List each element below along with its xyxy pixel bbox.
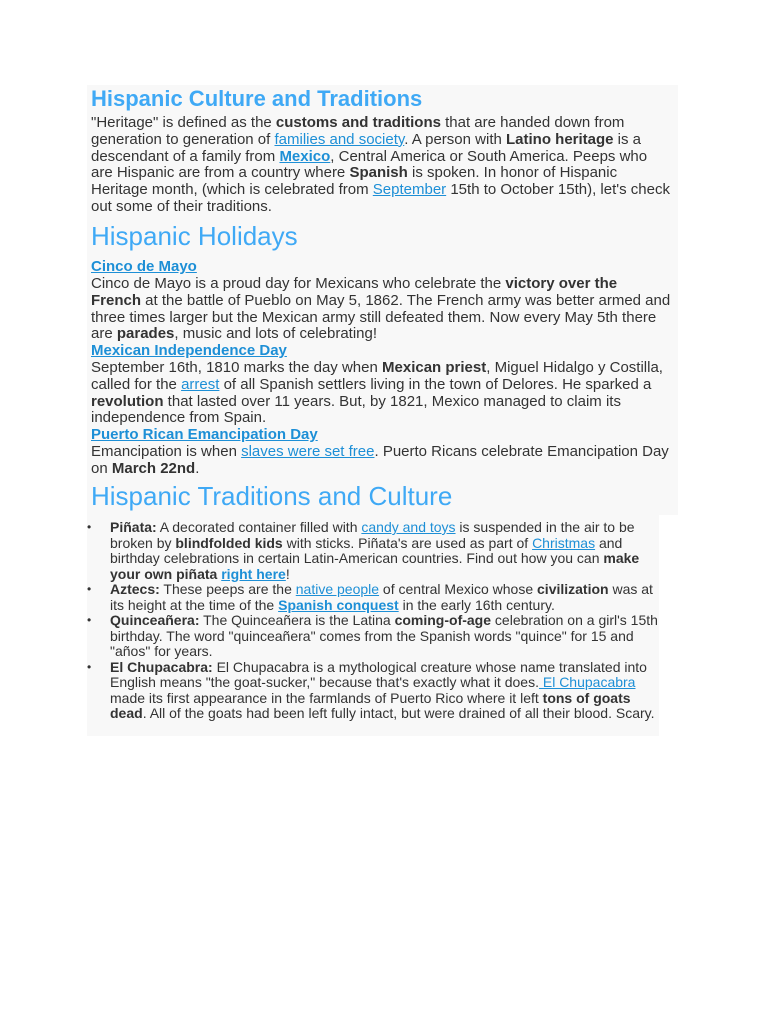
text: These peeps are the [159,581,296,597]
text: that lasted over 11 years. But, by 1821, Mexico managed to claim its independence from Spain. [91,392,621,427]
bold-text: March 22nd [111,459,196,477]
emancipation-paragraph [91,444,671,478]
bullet-icon: • [87,582,92,596]
page-title: Hispanic Culture and Traditions [91,86,423,111]
bold-text: victory over the French [91,275,618,309]
bold-text: make your own piñata [110,550,640,582]
list-item-quinceanera [87,612,658,660]
text: is suspended in the air to be broken by [110,519,635,551]
text: . A person with [404,130,506,148]
text: A decorated container filled with [156,519,362,535]
bold-text: Spanish [349,164,408,182]
list-item-pinata [87,519,658,582]
link-arrest[interactable]: arrest [181,375,220,393]
cinco-de-mayo-link[interactable]: Cinco de Mayo [91,258,197,275]
bold-text: parades [116,325,175,343]
text: of central Mexico whose [379,581,538,597]
text: and birthday celebrations in certain Latin-American countries. Find out how you can [110,534,623,566]
bold-text: blindfolded kids [175,534,283,551]
link-native-people[interactable]: native people [295,581,380,597]
text: , music and lots of celebrating! [174,325,378,343]
bullet-icon: • [87,520,92,534]
text: was at its height at the time of the [110,581,653,613]
intro-paragraph [91,115,671,216]
holidays-heading: Hispanic Holidays [91,221,298,251]
text: Cinco de Mayo is a proud day for Mexicans who celebrate the [91,275,506,292]
text: of all Spanish settlers living in the town of Delores. He sparked a [219,375,652,393]
bold-text: tons of goats dead [110,689,631,721]
independence-paragraph [91,360,671,427]
link-slaves-were-set-free[interactable]: slaves were set free [241,443,375,460]
bullet-icon: • [87,659,92,674]
link-el-chupacabra[interactable]: El Chupacabra [538,674,636,690]
list-item-aztecs [87,581,658,613]
text: 15th to October 15th), let's check out some of their traditions. [91,181,670,215]
text: that are handed down from generation to generation of [91,114,625,148]
item-label: Piñata: [110,519,157,535]
list-item-chupacabra [87,658,658,722]
text: , Central America or South America. Peeps who are Hispanic are from a country where [91,147,648,182]
link-families-and-society[interactable]: families and society [274,130,405,148]
puerto-rican-emancipation-day-link[interactable]: Puerto Rican Emancipation Day [91,426,318,443]
cinco-de-mayo-paragraph [91,276,671,343]
text: with sticks. Piñata's are used as part of [282,534,533,551]
text: Emancipation is when [91,443,242,460]
bold-text: customs and traditions [275,114,441,131]
text: . [195,459,200,477]
text: . Puerto Ricans celebrate Emancipation Day on [91,443,669,477]
link-christmas[interactable]: Christmas [532,534,596,551]
text: is a descendant of a family from [91,130,642,165]
link-spanish-conquest[interactable]: Spanish conquest [278,596,399,613]
item-label: Quinceañera: [110,612,200,628]
bold-text: revolution [91,392,164,410]
link-candy-and-toys[interactable]: candy and toys [361,519,456,535]
text: ! [285,565,290,582]
mexican-independence-day-link[interactable]: Mexican Independence Day [91,342,287,359]
bold-text: civilization [537,581,609,597]
bold-text: Mexican priest [382,359,487,376]
bold-text: coming-of-age [394,612,492,628]
text: in the early 16th century. [398,596,555,613]
text: , Miguel Hidalgo y Costilla, called for the [91,359,663,393]
traditions-list [87,519,658,722]
item-label: Aztecs: [110,581,160,597]
text: El Chupacabra is a mythological creature whose name translated into English means "the goat-sucker," because that's exactly what it does. [110,658,647,690]
text: September 16th, 1810 marks the day when [91,359,383,376]
text: at the battle of Pueblo on May 5, 1862. The French army was better armed and three times larger but the Mexican army still defeated them. Now every May 5th there are [91,291,671,343]
text: made its first appearance in the farmlands of Puerto Rico where it left [110,689,543,706]
text: is spoken. In honor of Hispanic Heritage month, (which is celebrated from [91,164,618,199]
link-september[interactable]: September [372,181,447,199]
text: The Quinceañera is the Latina [199,612,395,628]
traditions-heading: Hispanic Traditions and Culture [91,481,453,511]
bold-text: Latino heritage [506,130,614,148]
bullet-icon: • [87,613,92,627]
text: . All of the goats had been left fully intact, but were drained of all their blood. Scary. [142,705,655,721]
link-mexico[interactable]: Mexico [279,147,331,165]
text: celebration on a girl's 15th birthday. The word "quinceañera" comes from the Spanish words "quince" for 15 and "años" for years. [110,612,658,659]
item-label: El Chupacabra: [110,658,213,675]
link-right-here[interactable]: right here [221,565,286,582]
text: "Heritage" is defined as the [91,114,276,131]
